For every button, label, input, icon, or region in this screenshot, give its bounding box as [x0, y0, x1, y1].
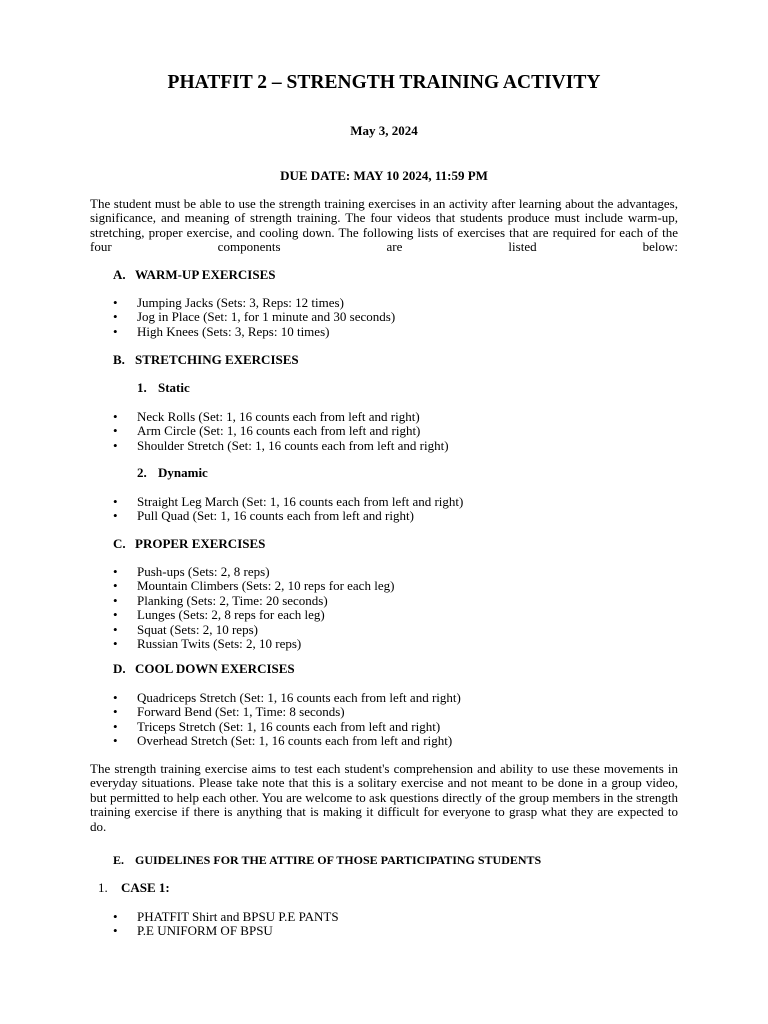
section-c-list [110, 565, 394, 651]
section-c-letter: C. [113, 536, 126, 551]
section-b-heading [113, 353, 299, 367]
document-date: May 3, 2024 [350, 123, 418, 138]
list-item: • Squat (Sets: 2, 10 reps) [110, 623, 394, 637]
list-item: • Jog in Place (Set: 1, for 1 minute and 30 seconds) [110, 310, 395, 324]
dynamic-list [110, 495, 463, 524]
case-1-list [110, 910, 339, 939]
section-e-heading [113, 853, 541, 867]
list-item: • Triceps Stretch (Set: 1, 16 counts each from left and right) [110, 720, 461, 734]
section-c-title: PROPER EXERCISES [135, 536, 266, 551]
section-d-letter: D. [113, 661, 126, 676]
list-item: • Jumping Jacks (Sets: 3, Reps: 12 times) [110, 296, 395, 310]
static-list [110, 410, 449, 453]
list-item: • Quadriceps Stretch (Set: 1, 16 counts each from left and right) [110, 691, 461, 705]
static-number: 1. [137, 380, 147, 395]
list-item: • Planking (Sets: 2, Time: 20 seconds) [110, 594, 394, 608]
static-heading [137, 381, 190, 395]
section-d-title: COOL DOWN EXERCISES [135, 661, 295, 676]
list-item: • Mountain Climbers (Sets: 2, 10 reps for each leg) [110, 579, 394, 593]
list-item: • Pull Quad (Set: 1, 16 counts each from left and right) [110, 509, 463, 523]
list-item: • Shoulder Stretch (Set: 1, 16 counts each from left and right) [110, 439, 449, 453]
case-1-heading [98, 881, 170, 895]
section-d-heading [113, 662, 295, 676]
list-item: • Lunges (Sets: 2, 8 reps for each leg) [110, 608, 394, 622]
section-e-title: GUIDELINES FOR THE ATTIRE OF THOSE PARTICIPATING STUDENTS [135, 853, 542, 867]
section-a-list [110, 296, 395, 339]
list-item: • P.E UNIFORM OF BPSU [110, 924, 339, 938]
case-1-title: CASE 1: [121, 880, 170, 895]
closing-paragraph: The strength training exercise aims to test each student's comprehension and ability to use these movements in everyday situations. Please take note that this is a solitary exercise and not meant to be done in a group video, but permitted to help each other. You are welcome to ask questions directly of the group members in the strength training exercise if there is anything that is making it difficult for everyone to grasp what they are expected to do. [90, 761, 678, 834]
section-d-list [110, 691, 461, 749]
section-c-heading [113, 537, 265, 551]
static-title: Static [158, 380, 190, 395]
list-item: • Arm Circle (Set: 1, 16 counts each from left and right) [110, 424, 449, 438]
dynamic-title: Dynamic [158, 465, 208, 480]
section-a-title: WARM-UP EXERCISES [135, 267, 276, 282]
list-item: • PHATFIT Shirt and BPSU P.E PANTS [110, 910, 339, 924]
list-item: • Overhead Stretch (Set: 1, 16 counts each from left and right) [110, 734, 461, 748]
dynamic-heading [137, 466, 208, 480]
list-item: • Russian Twits (Sets: 2, 10 reps) [110, 637, 394, 651]
section-b-letter: B. [113, 352, 125, 367]
list-item: • Push-ups (Sets: 2, 8 reps) [110, 565, 394, 579]
document-title: PHATFIT 2 – STRENGTH TRAINING ACTIVITY [167, 72, 601, 93]
list-item: • Neck Rolls (Set: 1, 16 counts each from left and right) [110, 410, 449, 424]
due-date: DUE DATE: MAY 10 2024, 11:59 PM [280, 168, 488, 183]
list-item: • Straight Leg March (Set: 1, 16 counts each from left and right) [110, 495, 463, 509]
section-b-title: STRETCHING EXERCISES [135, 352, 299, 367]
section-a-letter: A. [113, 267, 126, 282]
list-item: • Forward Bend (Set: 1, Time: 8 seconds) [110, 705, 461, 719]
dynamic-number: 2. [137, 465, 147, 480]
section-e-letter: E. [113, 853, 125, 867]
case-1-number: 1. [98, 880, 108, 895]
intro-paragraph: The student must be able to use the strength training exercises in an activity after learning about the advantages, significance, and meaning of strength training. The four videos that students produce must include warm-up, stretching, proper exercise, and cooling down. The following lists of exercises that are required for each of the four components are listed below: [90, 196, 678, 255]
section-a-heading [113, 268, 276, 282]
list-item: • High Knees (Sets: 3, Reps: 10 times) [110, 325, 395, 339]
